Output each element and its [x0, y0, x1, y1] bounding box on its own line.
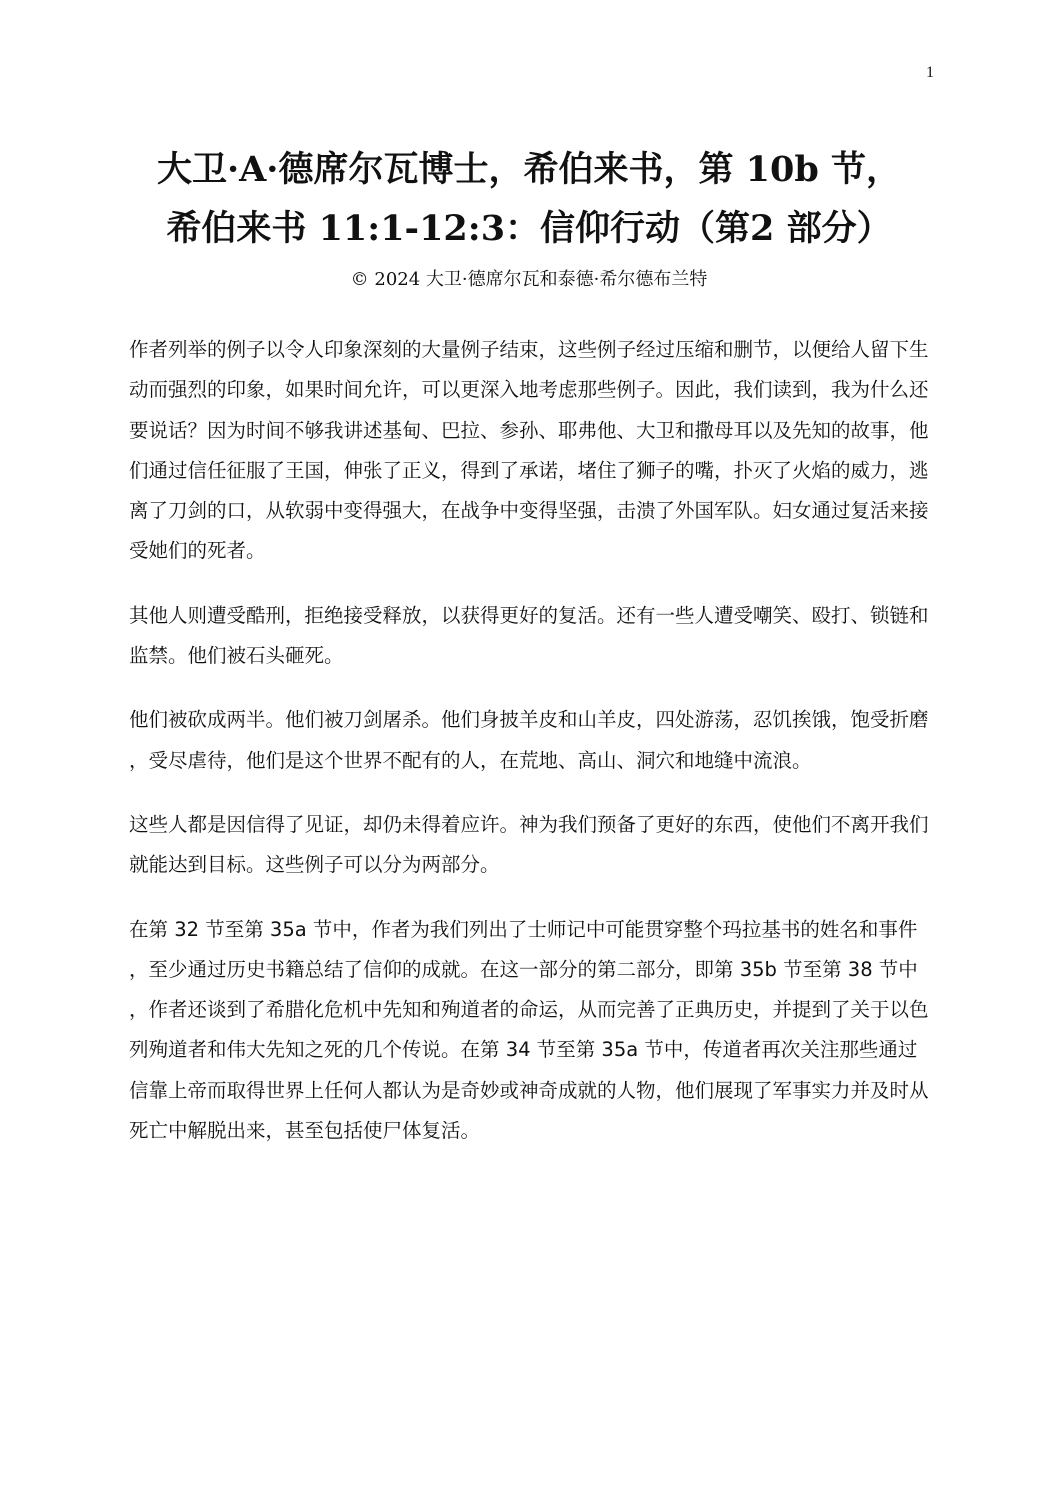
- title-line-2: 希伯来书 11:1-12:3：信仰行动（第2 部分）: [166, 208, 892, 249]
- page-number: 1: [926, 64, 934, 81]
- paragraph: 在第 32 节至第 35a 节中，作者为我们列出了士师记中可能贯穿整个玛拉基书的姓名和事件，至少通过历史书籍总结了信仰的成就。在这一部分的第二部分，即第 35b 节至第 38 节中，作者还谈到了希腊化危机中先知和殉道者的命运，从而完善了正典历史，并提到了关于以色列殉道者和伟大先知之死的几个传说。在第 34 节至第 35a 节中，传道者再次关注那些通过信靠上帝而取得世界上任何人都认为是奇妙或神奇成就的人物，他们展现了军事实力并及时从死亡中解脱出来，甚至包括使尸体复活。: [129, 917, 929, 1143]
- document-title: [0, 140, 1058, 258]
- copyright-notice: © 2024 大卫·德席尔瓦和泰德·希尔德布兰特: [350, 269, 708, 290]
- paragraph: 作者列举的例子以令人印象深刻的大量例子结束，这些例子经过压缩和删节，以便给人留下生动而强烈的印象，如果时间允许，可以更深入地考虑那些例子。因此，我们读到，我为什么还要说话？因为时间不够我讲述基甸、巴拉、参孙、耶弗他、大卫和撒母耳以及先知的故事，他们通过信任征服了王国，伸张了正义，得到了承诺，堵住了狮子的嘴，扑灭了火焰的威力，逃离了刀剑的口，从软弱中变得强大，在战争中变得坚强，击溃了外国军队。妇女通过复活来接受她们的死者。: [129, 338, 929, 563]
- paragraph: 他们被砍成两半。他们被刀剑屠杀。他们身披羊皮和山羊皮，四处游荡，忍饥挨饿，饱受折磨，受尽虐待，他们是这个世界不配有的人，在荒地、高山、洞穴和地缝中流浪。: [129, 708, 929, 772]
- paragraph: 其他人则遭受酷刑，拒绝接受释放，以获得更好的复活。还有一些人遭受嘲笑、殴打、锁链和监禁。他们被石头砸死。: [129, 603, 929, 668]
- paragraph: 这些人都是因信得了见证，却仍未得着应许。神为我们预备了更好的东西，使他们不离开我们就能达到目标。这些例子可以分为两部分。: [129, 812, 929, 877]
- title-line-1: 大卫·A·德席尔瓦博士，希伯来书，第 10b 节，: [156, 149, 902, 190]
- document-body: [129, 330, 929, 1175]
